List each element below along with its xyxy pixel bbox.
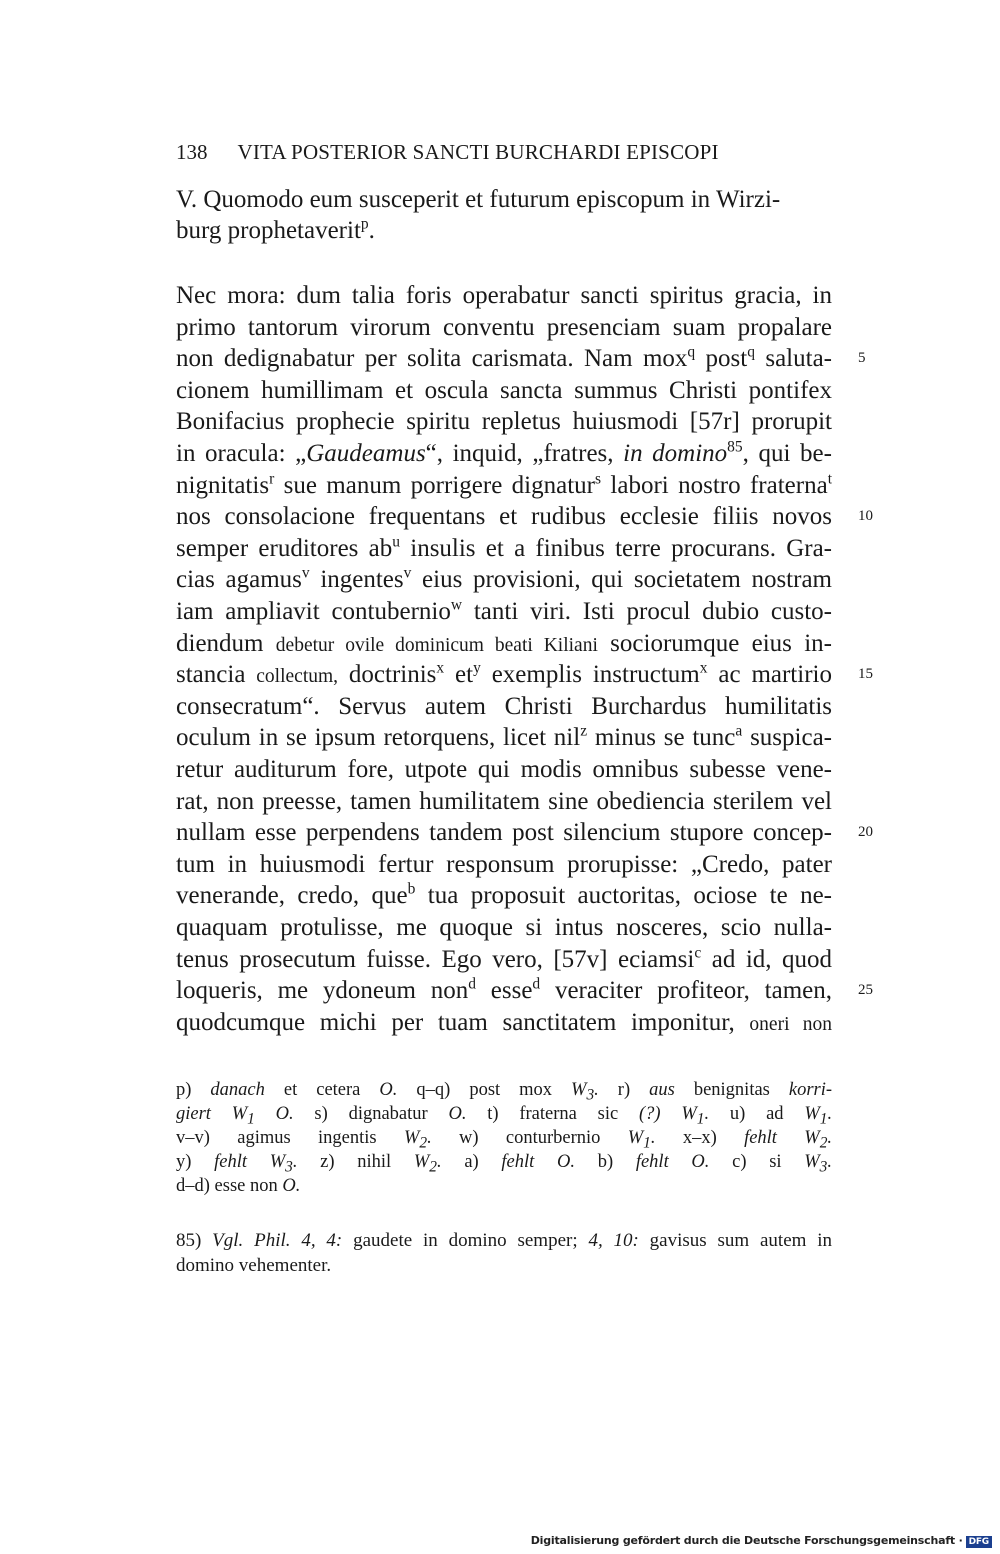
text-line: rat, non preesse, tamen humilitatem sine obediencia sterilem vel: [176, 787, 832, 815]
text-line: in oracula: „Gaudeamus“, inquid, „fratres, in domino$^{85}$, qui be-: [176, 438, 832, 467]
apparatus-entry: a) fehlt O.: [464, 1152, 575, 1172]
text-line: quodcumque michi per tuam sanctitatem imponitur, oneri non: [176, 1008, 832, 1036]
footnote-line: 85) Vgl. Phil. 4, 4: gaudete in domino semper; 4, 10: gavisus sum autem in: [176, 1230, 833, 1251]
apparatus-entry: d–d) esse non O.: [176, 1176, 301, 1196]
text-line: loqueris, me ydoneum non$^d$ esse$^d$ veraciter profiteor, tamen,: [176, 975, 832, 1005]
text-line: oculum in se ipsum retorquens, licet nil$^z$ minus se tunc$^a$ suspica-: [176, 723, 832, 752]
dfg-logo: DFG: [966, 1536, 992, 1548]
apparatus-entry: q–q) post mox $W_3$.: [416, 1080, 599, 1104]
text-line: venerande, credo, que$^b$ tua proposuit auctoritas, ociose te ne-: [176, 881, 833, 910]
text-line: nullam esse perpendens tandem post silencium stupore concep-: [176, 819, 832, 847]
text-line: non dedignabatur per solita carismata. Nam mox$^q$ post$^q$ saluta-: [176, 343, 832, 373]
text-line: tenus prosecutum fuisse. Ego vero, [57v] eciamsi$^c$ ad id, quod: [176, 944, 833, 973]
apparatus-entry: y) fehlt $W_3$.: [176, 1152, 298, 1176]
page-number: 138: [176, 140, 208, 164]
line-number: 5: [858, 350, 866, 367]
text-line: nignitatis$^r$ sue manum porrigere dignatur$^s$ labori nostro fraterna$^t$: [176, 470, 832, 499]
text-line: Nec mora: dum talia foris operabatur sancti spiritus gracia, in: [176, 282, 832, 309]
text-line: diendum debetur ovile dominicum beati Kiliani sociorumque eius in-: [176, 629, 832, 657]
apparatus-line: [176, 1078, 832, 1102]
text-line: iam ampliavit contubernio$^w$ tanti viri. Isti procul dubio custo-: [176, 596, 832, 625]
text-line: cionem humillimam et oscula sancta summus Christi pontifex: [176, 376, 832, 404]
apparatus-entry: b) fehlt O.: [597, 1152, 710, 1172]
text-line: stancia collectum, doctrinis$^x$ $et^y$ exemplis instructum$^x$ ac martirio: [176, 659, 832, 689]
text-line: retur auditurum fore, utpote qui modis omnibus subesse vene-: [176, 756, 832, 783]
apparatus-line: [176, 1174, 832, 1198]
text-line: Bonifacius prophecie spiritu repletus huiusmodi [57r] prorupit: [176, 408, 832, 436]
apparatus-line: [176, 1102, 832, 1126]
apparatus-entry: v–v) agimus ingentis $W_2$.: [176, 1128, 432, 1152]
critical-apparatus: [176, 1078, 832, 1198]
running-header: [176, 140, 719, 165]
line-number: 10: [858, 508, 873, 525]
funding-text: Digitalisierung gefördert durch die Deutsche Forschungsgemeinschaft ·: [530, 1534, 963, 1547]
apparatus-entry: u) ad $W_1$.: [729, 1104, 833, 1128]
text-line: primo tantorum virorum conventu presenciam suam propalare: [176, 313, 832, 341]
line-number: 20: [858, 824, 873, 841]
apparatus-entry: t) fraterna sic (?) $W_1$.: [487, 1104, 710, 1128]
apparatus-entry: r) aus benignitas korri-: [617, 1080, 833, 1100]
text-line: semper eruditores $ab^u$ insulis et a finibus terre procurans. Gra-: [176, 533, 832, 562]
apparatus-entry: s) dignabatur O.: [314, 1104, 467, 1124]
apparatus-entry: z) nihil $W_2$.: [320, 1152, 442, 1176]
apparatus-line: [176, 1150, 832, 1174]
text-line: consecratum“. Servus autem Christi Burchardus humilitatis: [176, 692, 832, 720]
running-title: VITA POSTERIOR SANCTI BURCHARDI EPISCOPI: [237, 140, 719, 164]
text-line: tum in huiusmodi fertur responsum prorupisse: „Credo, pater: [176, 850, 832, 878]
line-number: 15: [858, 666, 873, 683]
text-line: cias agamus$^v$ ingentes$^v$ eius provisioni, qui societatem nostram: [176, 565, 832, 594]
apparatus-entry: x–x) fehlt $W_2$.: [682, 1128, 833, 1152]
apparatus-entry: p) danach et cetera O.: [176, 1080, 398, 1100]
chapter-heading: [176, 184, 832, 246]
line-number: 25: [858, 982, 873, 999]
heading-line: burg prophetaverit$^p$.: [176, 215, 375, 244]
heading-line: V. Quomodo eum susceperit et futurum episcopum in Wirzi-: [176, 186, 781, 213]
funding-notice: [531, 1534, 992, 1548]
footnote: [176, 1228, 832, 1278]
text-line: quaquam protulisse, me quoque si intus nosceres, scio nulla-: [176, 914, 832, 941]
apparatus-line: [176, 1126, 832, 1150]
text-line: nos consolacione frequentans et rudibus ecclesie filiis novos: [176, 503, 832, 531]
apparatus-entry: w) conturbernio $W_1$.: [459, 1128, 656, 1152]
apparatus-entry: giert $W_1$ O.: [176, 1104, 294, 1128]
apparatus-entry: c) si $W_3$.: [732, 1152, 832, 1176]
footnote-line: domino vehementer.: [176, 1255, 332, 1276]
